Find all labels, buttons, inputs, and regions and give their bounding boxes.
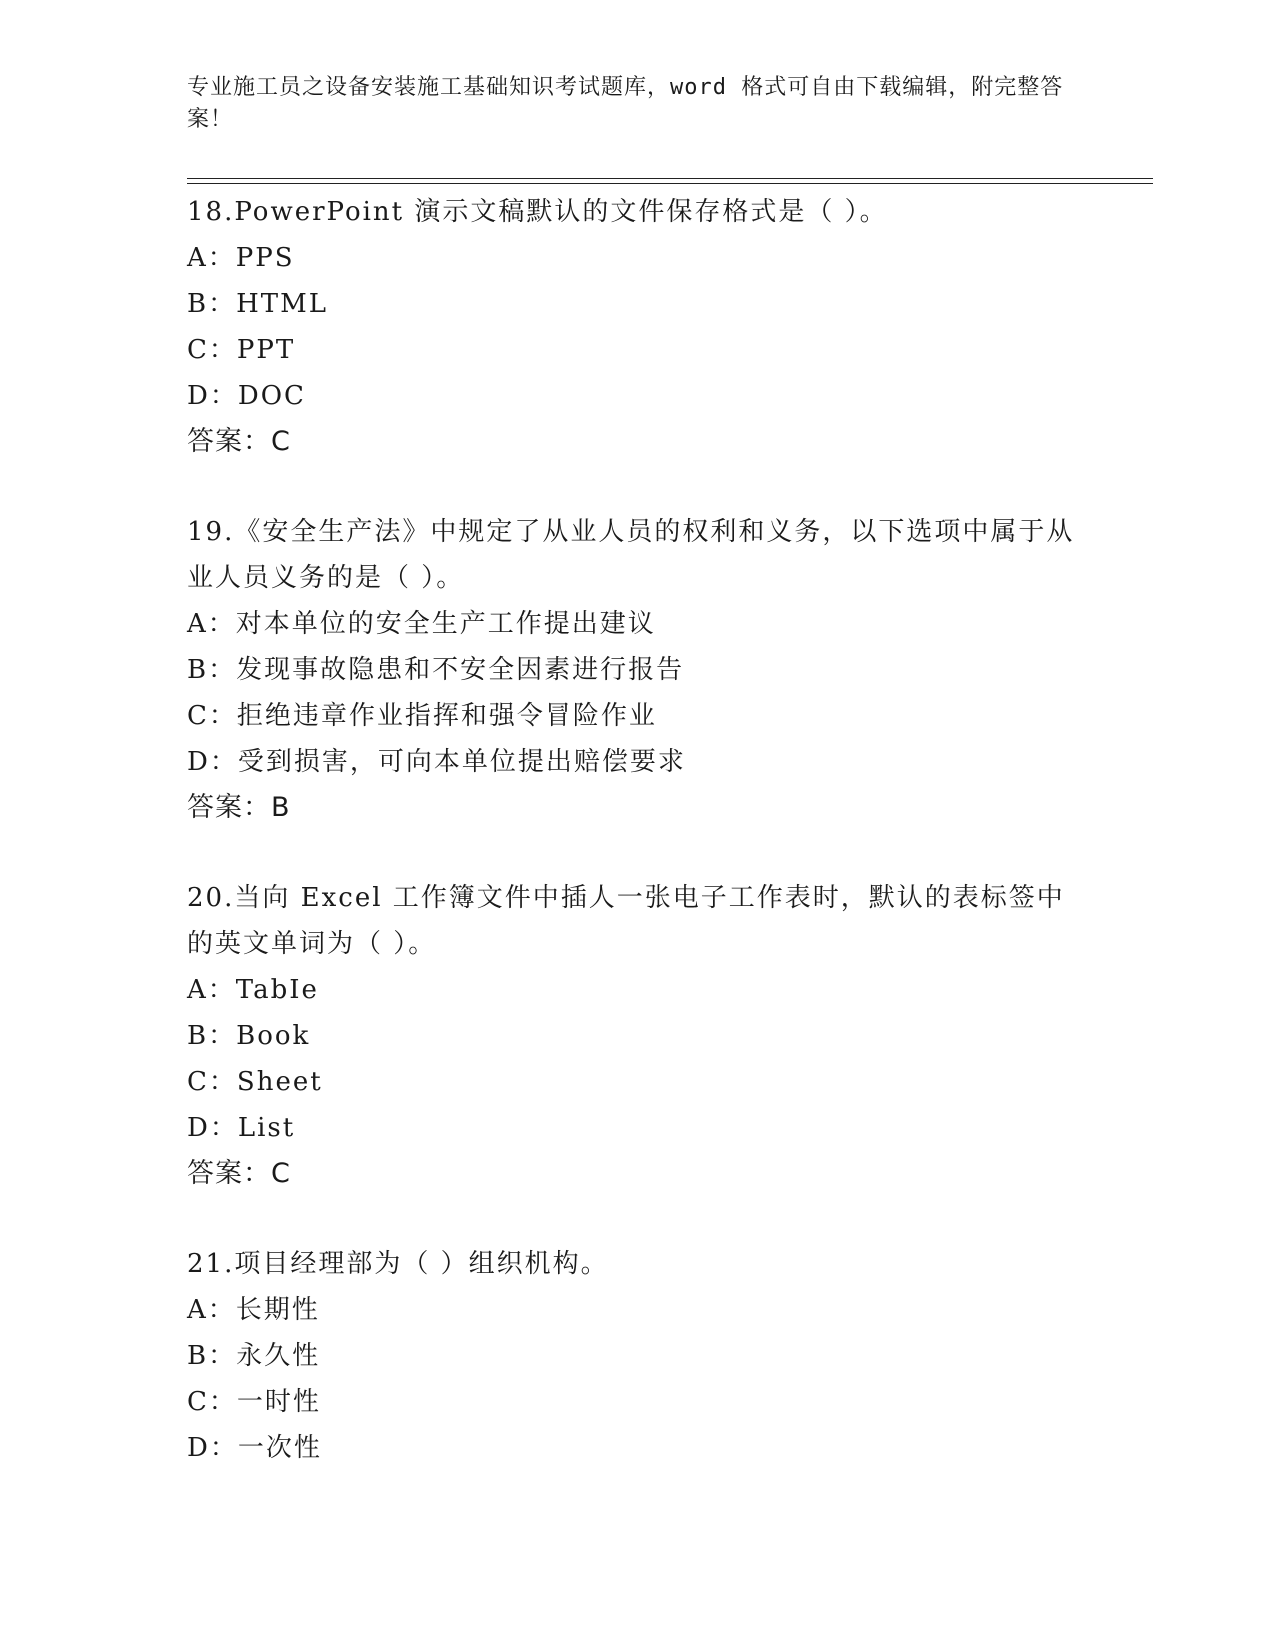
option-b: B：发现事故隐患和不安全因素进行报告 xyxy=(187,655,685,685)
answer-text: 答案：C xyxy=(187,1158,291,1189)
question-20 xyxy=(187,875,1087,1197)
option-c: C：拒绝违章作业指挥和强令冒险作业 xyxy=(187,701,657,731)
option-c: C：一时性 xyxy=(187,1387,321,1417)
answer-text: 答案：B xyxy=(187,792,291,823)
question-title: 18.PowerPoint 演示文稿默认的文件保存格式是（ ）。 xyxy=(187,197,888,227)
option-d: D：List xyxy=(187,1113,296,1143)
option-a: A：TabIe xyxy=(187,975,319,1005)
document-header: 专业施工员之设备安装施工基础知识考试题库，word 格式可自由下载编辑，附完整答案！ xyxy=(187,75,1064,132)
question-18 xyxy=(187,189,1087,465)
question-list xyxy=(187,189,1087,1471)
question-21 xyxy=(187,1241,1087,1471)
option-a: A：长期性 xyxy=(187,1295,320,1325)
option-c: C：Sheet xyxy=(187,1067,323,1097)
question-19 xyxy=(187,509,1087,831)
question-title: 20.当向 Excel 工作簿文件中插人一张电子工作表时，默认的表标签中的英文单词为（ ）。 xyxy=(187,883,1065,959)
option-b: B：Book xyxy=(187,1021,311,1051)
question-title: 21.项目经理部为（ ）组织机构。 xyxy=(187,1249,609,1279)
option-a: A：对本单位的安全生产工作提出建议 xyxy=(187,609,656,639)
option-d: D：一次性 xyxy=(187,1433,322,1463)
header-divider-bottom xyxy=(187,183,1153,184)
option-b: B：HTML xyxy=(187,289,329,319)
option-b: B：永久性 xyxy=(187,1341,321,1371)
answer-text: 答案：C xyxy=(187,426,291,457)
header-divider-top xyxy=(187,178,1153,179)
option-d: D：DOC xyxy=(187,381,306,411)
option-d: D：受到损害，可向本单位提出赔偿要求 xyxy=(187,747,686,777)
option-a: A：PPS xyxy=(187,243,295,273)
option-c: C：PPT xyxy=(187,335,296,365)
question-title: 19.《安全生产法》中规定了从业人员的权利和义务，以下选项中属于从业人员义务的是（ ）。 xyxy=(187,517,1075,593)
